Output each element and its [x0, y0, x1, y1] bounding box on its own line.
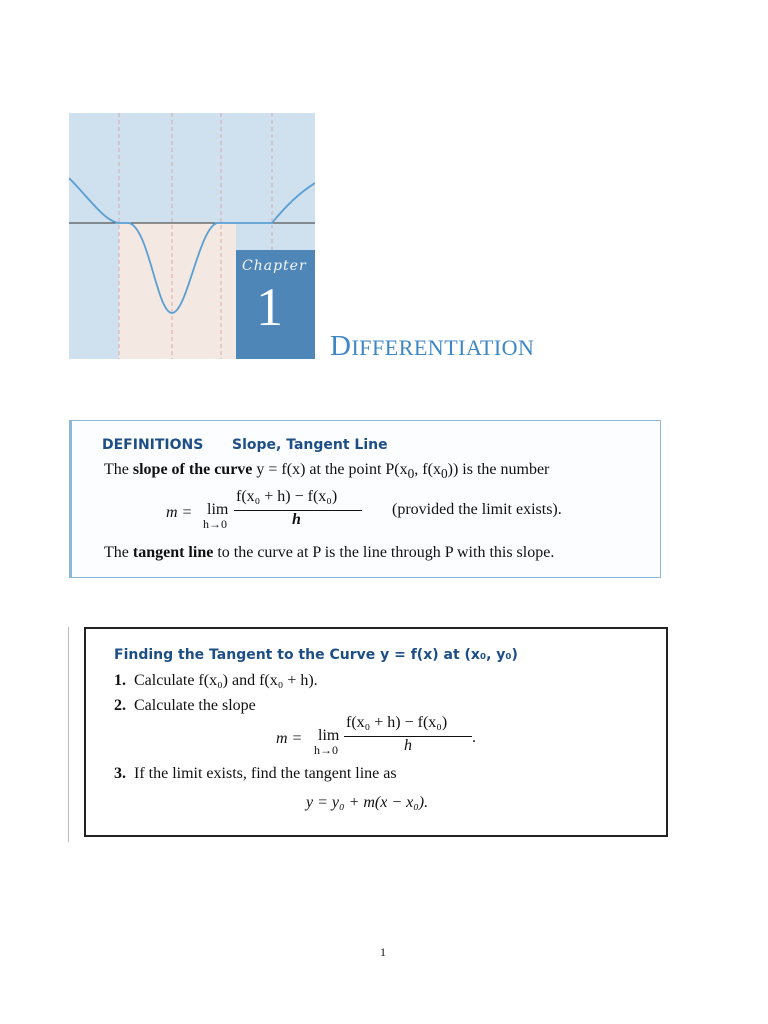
chapter-title-initial: D	[330, 330, 352, 362]
chapter-title	[330, 330, 534, 363]
chapter-label: Chapter	[242, 258, 307, 274]
limit-note: (provided the limit exists).	[392, 501, 562, 518]
step3-text: If the limit exists, find the tangent line as	[134, 765, 397, 782]
slope-numerator: f(x₀ + h) − f(x₀)	[236, 488, 338, 505]
step3-number: 3.	[114, 765, 126, 782]
chapter-number: 1	[256, 277, 283, 337]
tangent-procedure-box	[84, 627, 668, 837]
tangent-period: .	[472, 729, 476, 746]
tangent-heading: Finding the Tangent to the Curve y = f(x) at (x₀, y₀)	[114, 647, 518, 663]
page-number: 1	[380, 945, 386, 959]
tangent-lim: lim	[318, 727, 340, 744]
slope-definition-line	[104, 461, 549, 482]
tangent-numerator: f(x₀ + h) − f(x₀)	[346, 714, 448, 731]
step2-text: Calculate the slope	[134, 697, 256, 714]
line1-mid: y = f(x) at the point P(x	[252, 461, 408, 478]
line1-sub1: 0	[440, 466, 448, 482]
chapter-banner-image	[69, 113, 315, 359]
tangent-denominator: h	[404, 737, 412, 754]
line1-sub0: 0	[407, 466, 415, 482]
slope-lim: lim	[207, 501, 229, 518]
line1-end: )) is the number	[447, 461, 550, 478]
definitions-subheading: Slope, Tangent Line	[232, 437, 388, 453]
tangent-m-equals: m =	[276, 730, 303, 747]
definitions-heading: DEFINITIONS	[102, 437, 204, 453]
line3-bold: tangent line	[132, 544, 214, 561]
line3-prefix: The	[104, 544, 133, 561]
line1-mid2: , f(x	[414, 461, 441, 478]
step1-text: Calculate f(x₀) and f(x₀ + h).	[134, 672, 318, 689]
tangent-lim-sub: h→0	[314, 743, 338, 757]
slope-m-equals: m =	[166, 504, 193, 521]
box-left-rule	[68, 627, 69, 842]
tangent-definition-line	[104, 544, 554, 562]
slope-lim-sub: h→0	[203, 517, 227, 531]
step2-number: 2.	[114, 697, 126, 714]
slope-denominator: h	[292, 511, 301, 528]
chapter-box	[236, 250, 315, 359]
line1-bold: slope of the curve	[132, 461, 253, 478]
step1-number: 1.	[114, 672, 126, 689]
line1-prefix: The	[104, 461, 133, 478]
definitions-box	[69, 420, 661, 578]
line3-rest: to the curve at P is the line through P with this slope.	[213, 544, 555, 561]
chapter-title-rest: IFFERENTIATION	[351, 335, 535, 360]
tangent-line-equation: y = y₀ + m(x − x₀).	[306, 794, 429, 811]
